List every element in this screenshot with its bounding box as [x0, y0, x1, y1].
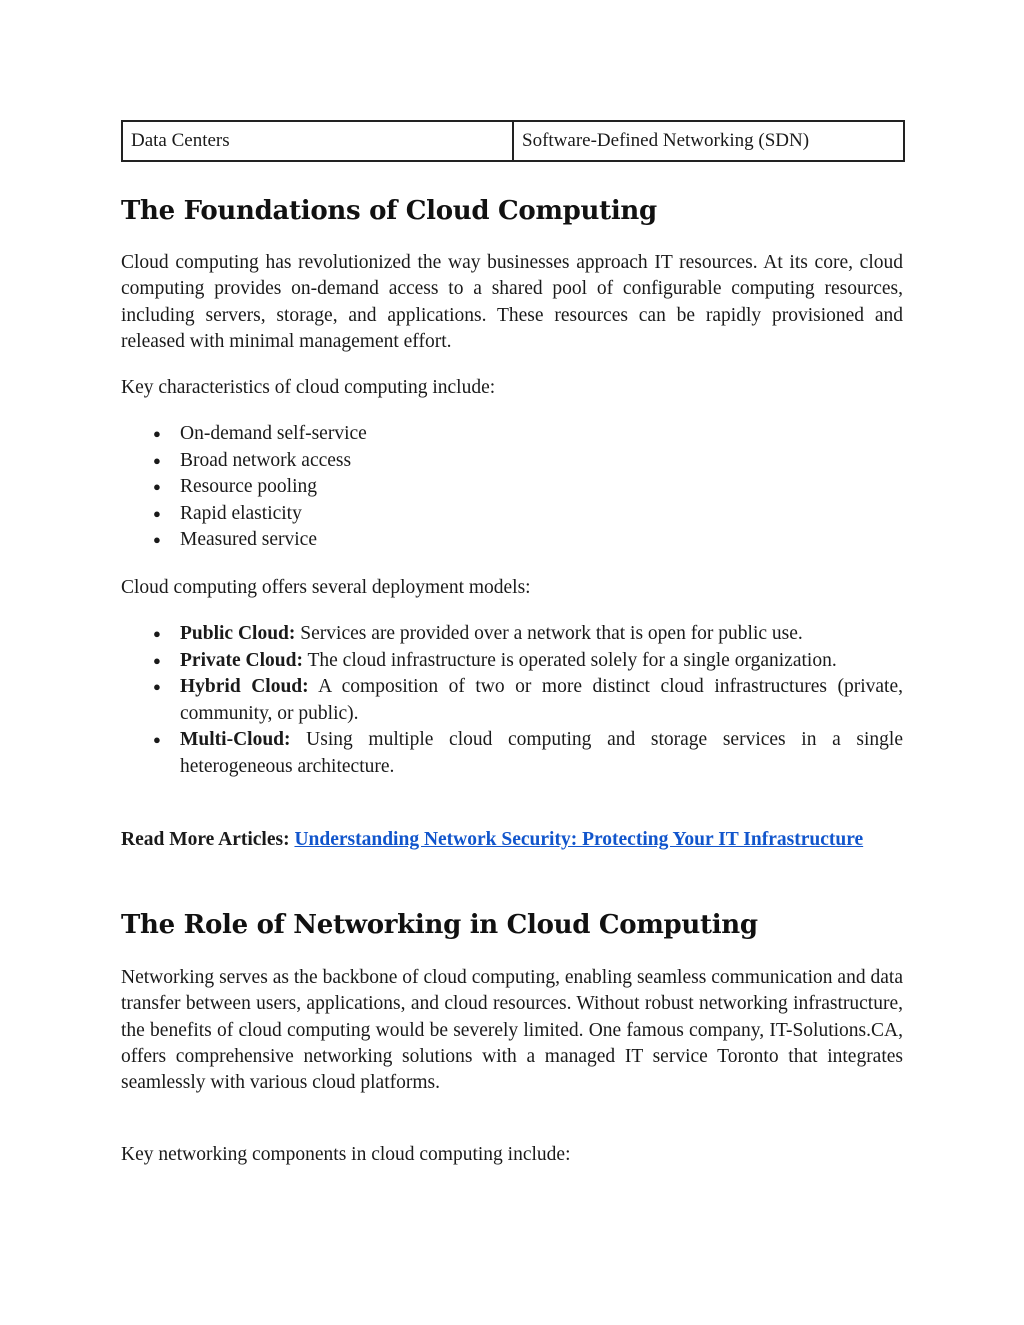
section-heading-foundations: The Foundations of Cloud Computing — [121, 196, 657, 226]
section-heading-networking: The Role of Networking in Cloud Computing — [121, 910, 758, 940]
list-item — [121, 421, 903, 448]
table-row — [122, 121, 904, 161]
models-lead: Cloud computing offers several deployment models: — [121, 577, 531, 598]
characteristics-lead: Key characteristics of cloud computing include: — [121, 377, 496, 398]
model-term: Public Cloud: — [180, 623, 296, 644]
foundations-intro-paragraph: Cloud computing has revolutionized the way businesses approach IT resources. At its core, cloud computing provides on-demand access to a shared pool of configurable computing resources, including servers, storage, and applications. These resources can be rapidly provisioned and released with minimal management effort. — [121, 252, 903, 352]
model-description: The cloud infrastructure is operated solely for a single organization. — [302, 649, 837, 671]
bullet-icon: ● — [153, 679, 161, 695]
table-cell-sdn: Software-Defined Networking (SDN) — [513, 121, 904, 161]
bullet-icon: ● — [153, 652, 161, 668]
bullet-icon: ● — [153, 426, 161, 441]
characteristic-text: Measured service — [180, 529, 317, 551]
characteristic-text: Broad network access — [180, 449, 352, 471]
model-term: Hybrid Cloud: — [180, 676, 309, 698]
list-item — [121, 527, 903, 554]
bullet-icon: ● — [153, 532, 161, 548]
model-term: Private Cloud: — [180, 649, 303, 671]
read-more-article-link[interactable]: Understanding Network Security: Protecting Your IT Infrastructure — [294, 829, 864, 850]
model-description: Using multiple cloud computing and storage services in a single heterogeneous architecture. — [180, 729, 903, 777]
deployment-models-list — [121, 621, 903, 781]
topic-table — [121, 120, 905, 162]
model-description: Services are provided over a network that is open for public use. — [295, 623, 803, 644]
list-item — [121, 674, 903, 727]
characteristic-text: Resource pooling — [180, 476, 318, 498]
bullet-icon: ● — [153, 452, 161, 468]
characteristic-text: Rapid elasticity — [180, 502, 302, 524]
list-item — [121, 648, 903, 675]
bullet-icon: ● — [153, 626, 161, 641]
bullet-icon: ● — [153, 732, 161, 748]
list-item — [121, 621, 903, 648]
model-term: Multi-Cloud: — [180, 729, 291, 751]
characteristics-list — [121, 421, 903, 554]
bullet-icon: ● — [153, 505, 161, 521]
read-more-label: Read More Articles: — [121, 829, 295, 850]
list-item — [121, 501, 903, 528]
table-cell-data-centers: Data Centers — [122, 121, 513, 161]
read-more-paragraph — [121, 827, 903, 853]
components-lead: Key networking components in cloud computing include: — [121, 1144, 571, 1165]
list-item — [121, 474, 903, 501]
model-description: A composition of two or more distinct cloud infrastructures (private, community, or public). — [180, 676, 903, 724]
networking-intro-paragraph: Networking serves as the backbone of cloud computing, enabling seamless communication and data transfer between users, applications, and cloud resources. Without robust networking infrastructure, the benefits of cloud computing would be severely limited. One famous company, IT-Solutions.CA, offers comprehensive networking solutions with a managed IT service Toronto that integrates seamlessly with various cloud platforms. — [121, 967, 903, 1094]
characteristic-text: On-demand self-service — [180, 423, 367, 444]
bullet-icon: ● — [153, 479, 161, 495]
list-item — [121, 727, 903, 780]
list-item — [121, 448, 903, 475]
